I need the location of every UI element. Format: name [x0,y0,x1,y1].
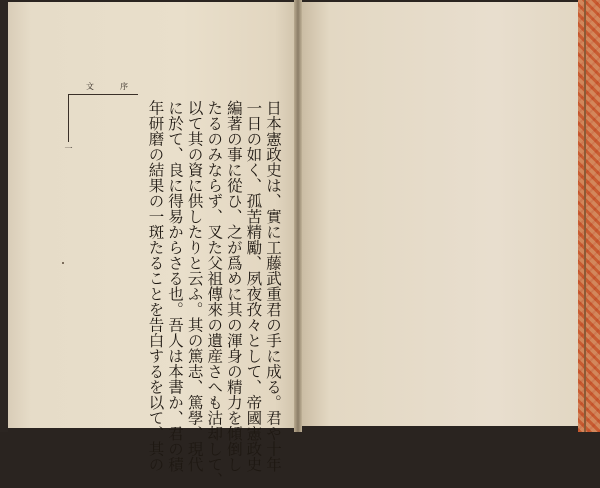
text-line-1: 日本憲政史は、實に工藤武重君の手に成る。君や十年 [264,100,282,472]
text-line-7: 年研磨の結果の一斑たることを告白するを以て、其の [146,100,165,472]
header-label-left: 文 [86,82,94,91]
text-line-6: に於て、良に得易からさる也。吾人は本書か、君の積 [166,100,185,472]
text-line-4: たるのみならず、叉た父祖傳來の遺産さへも沽却して、 [205,100,224,488]
paper-speck [62,262,64,264]
header-label-right: 序 [120,82,128,91]
cover-stripe [584,0,586,432]
text-line-2: 一日の如く、孤苦精勵、夙夜孜々として、帝國憲政史 [244,100,263,472]
text-line-3: 編著の事に從ひ、之が爲めに其の渾身の精力を傾倒し [224,100,243,472]
right-page-blank [302,2,578,426]
cover-edge [578,0,600,432]
book-gutter [294,0,302,432]
preface-text [96,100,282,488]
header-rule-vertical [68,94,69,142]
header-rule [68,94,138,95]
left-edge [0,0,8,432]
text-line-5: 以て其の資に供したりと云ふ。其の篤志、篤學、現代 [185,100,204,472]
page-number: 一 [64,144,73,152]
